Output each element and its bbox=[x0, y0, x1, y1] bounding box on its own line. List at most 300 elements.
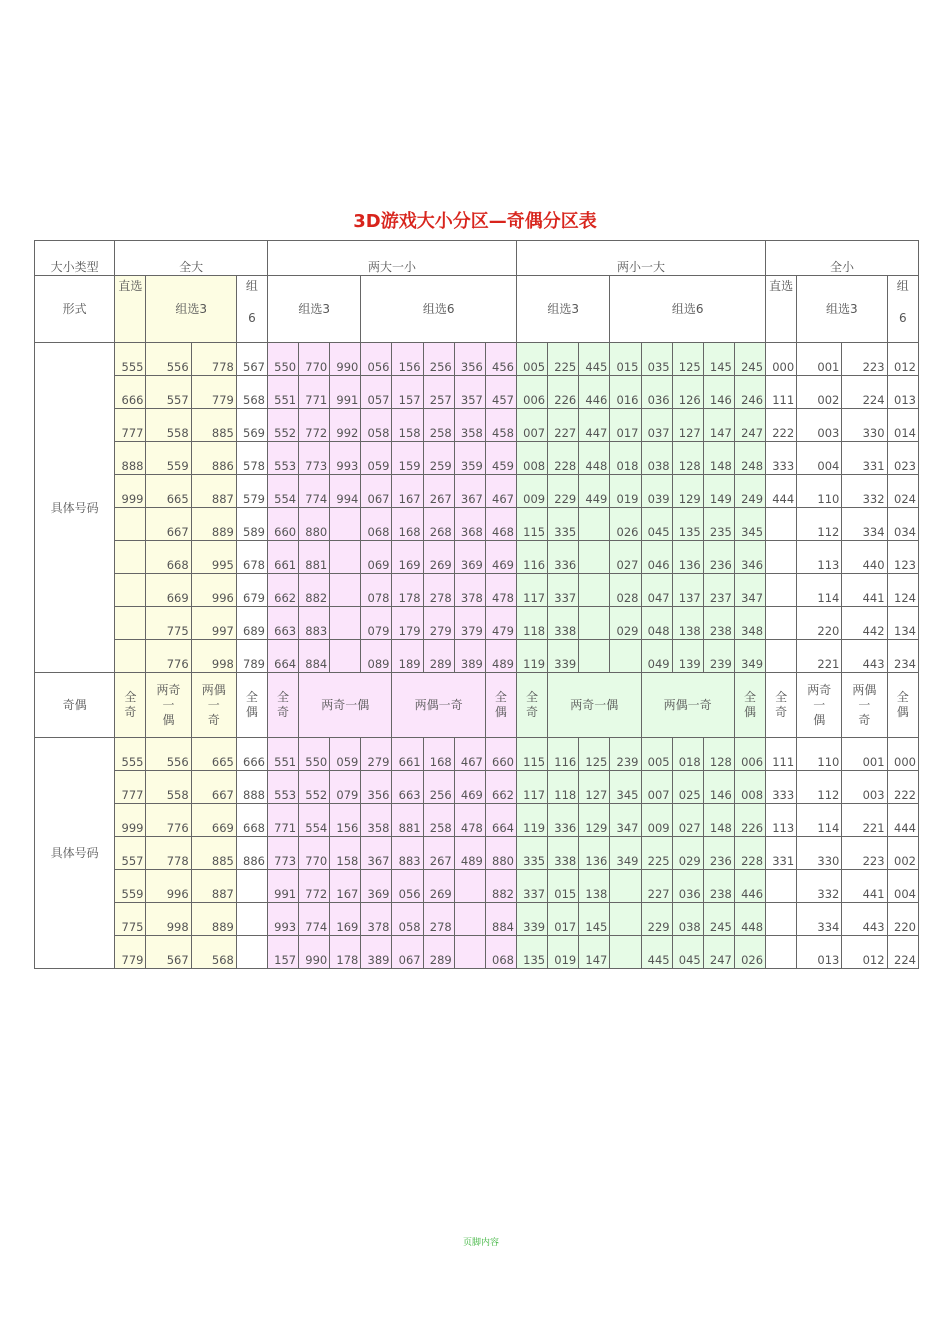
odd-even-header: 全 偶 bbox=[236, 673, 267, 738]
page-title: 3D游戏大小分区—奇偶分区表 bbox=[353, 211, 597, 232]
number-cell: 257 bbox=[423, 376, 454, 409]
number-cell: 157 bbox=[267, 936, 298, 969]
number-cell: 997 bbox=[191, 607, 236, 640]
number-cell: 117 bbox=[517, 771, 548, 804]
number-cell: 157 bbox=[392, 376, 423, 409]
number-cell: 789 bbox=[236, 640, 267, 673]
number-cell: 221 bbox=[797, 640, 842, 673]
form-group6: 组选6 bbox=[361, 276, 517, 343]
number-cell: 118 bbox=[548, 771, 579, 804]
number-cell: 995 bbox=[191, 541, 236, 574]
zone-table bbox=[34, 240, 919, 969]
number-cell bbox=[579, 508, 610, 541]
number-cell: 881 bbox=[392, 804, 423, 837]
number-cell: 554 bbox=[267, 475, 298, 508]
number-cell: 378 bbox=[361, 903, 392, 936]
number-cell: 664 bbox=[485, 804, 516, 837]
number-cell: 279 bbox=[361, 738, 392, 771]
number-cell: 448 bbox=[579, 442, 610, 475]
number-cell: 552 bbox=[267, 409, 298, 442]
detail-label: 具体号码 bbox=[35, 738, 115, 969]
number-cell: 236 bbox=[703, 837, 734, 870]
form-direct: 直选 bbox=[115, 276, 146, 343]
number-cell: 550 bbox=[299, 738, 330, 771]
form-direct: 直选 bbox=[766, 276, 797, 343]
number-cell: 771 bbox=[299, 376, 330, 409]
number-cell: 178 bbox=[330, 936, 361, 969]
number-cell: 016 bbox=[610, 376, 641, 409]
table-row bbox=[35, 508, 919, 541]
number-cell: 027 bbox=[610, 541, 641, 574]
number-cell: 068 bbox=[361, 508, 392, 541]
number-cell: 883 bbox=[392, 837, 423, 870]
number-cell: 002 bbox=[797, 376, 842, 409]
number-cell: 478 bbox=[454, 804, 485, 837]
number-cell: 228 bbox=[734, 837, 765, 870]
number-cell: 268 bbox=[423, 508, 454, 541]
number-cell: 156 bbox=[392, 343, 423, 376]
number-cell: 345 bbox=[734, 508, 765, 541]
number-cell: 239 bbox=[610, 738, 641, 771]
number-cell: 167 bbox=[330, 870, 361, 903]
number-cell: 226 bbox=[734, 804, 765, 837]
number-cell: 112 bbox=[797, 771, 842, 804]
number-cell: 664 bbox=[267, 640, 298, 673]
number-cell: 991 bbox=[267, 870, 298, 903]
number-cell: 778 bbox=[146, 837, 191, 870]
number-cell: 245 bbox=[734, 343, 765, 376]
number-cell: 223 bbox=[842, 343, 887, 376]
number-cell: 489 bbox=[485, 640, 516, 673]
number-cell: 467 bbox=[485, 475, 516, 508]
number-cell: 267 bbox=[423, 475, 454, 508]
number-cell: 998 bbox=[146, 903, 191, 936]
number-cell bbox=[115, 541, 146, 574]
number-cell: 012 bbox=[842, 936, 887, 969]
number-cell: 238 bbox=[703, 870, 734, 903]
number-cell: 338 bbox=[548, 837, 579, 870]
number-cell: 189 bbox=[392, 640, 423, 673]
number-cell: 663 bbox=[267, 607, 298, 640]
number-cell: 227 bbox=[548, 409, 579, 442]
number-cell: 006 bbox=[734, 738, 765, 771]
number-cell: 238 bbox=[703, 607, 734, 640]
number-cell: 007 bbox=[517, 409, 548, 442]
number-cell: 038 bbox=[672, 903, 703, 936]
number-cell: 336 bbox=[548, 804, 579, 837]
number-cell bbox=[766, 607, 797, 640]
number-cell: 337 bbox=[517, 870, 548, 903]
number-cell: 479 bbox=[485, 607, 516, 640]
number-cell: 333 bbox=[766, 771, 797, 804]
table-row bbox=[35, 837, 919, 870]
number-cell: 145 bbox=[579, 903, 610, 936]
number-cell: 008 bbox=[517, 442, 548, 475]
number-cell: 222 bbox=[766, 409, 797, 442]
number-cell: 037 bbox=[641, 409, 672, 442]
number-cell: 358 bbox=[361, 804, 392, 837]
number-cell: 668 bbox=[236, 804, 267, 837]
number-cell bbox=[766, 640, 797, 673]
number-cell: 079 bbox=[361, 607, 392, 640]
number-cell: 444 bbox=[887, 804, 918, 837]
number-cell: 770 bbox=[299, 343, 330, 376]
number-cell: 882 bbox=[299, 574, 330, 607]
number-cell: 000 bbox=[766, 343, 797, 376]
number-cell: 887 bbox=[191, 475, 236, 508]
number-cell: 005 bbox=[517, 343, 548, 376]
number-cell: 226 bbox=[548, 376, 579, 409]
number-cell: 036 bbox=[672, 870, 703, 903]
number-cell: 468 bbox=[485, 508, 516, 541]
number-cell: 110 bbox=[797, 475, 842, 508]
number-cell: 068 bbox=[485, 936, 516, 969]
number-cell: 886 bbox=[191, 442, 236, 475]
number-cell: 779 bbox=[191, 376, 236, 409]
number-cell: 888 bbox=[115, 442, 146, 475]
number-cell: 554 bbox=[299, 804, 330, 837]
number-cell: 111 bbox=[766, 738, 797, 771]
table-row bbox=[35, 343, 919, 376]
number-cell: 332 bbox=[797, 870, 842, 903]
number-cell: 347 bbox=[734, 574, 765, 607]
number-cell: 025 bbox=[672, 771, 703, 804]
number-cell: 569 bbox=[236, 409, 267, 442]
number-cell: 443 bbox=[842, 640, 887, 673]
number-cell: 169 bbox=[330, 903, 361, 936]
number-cell: 125 bbox=[579, 738, 610, 771]
number-cell: 119 bbox=[517, 804, 548, 837]
number-cell: 669 bbox=[146, 574, 191, 607]
number-cell: 145 bbox=[703, 343, 734, 376]
number-cell: 047 bbox=[641, 574, 672, 607]
number-cell: 027 bbox=[672, 804, 703, 837]
number-cell: 229 bbox=[548, 475, 579, 508]
number-cell: 167 bbox=[392, 475, 423, 508]
number-cell: 137 bbox=[672, 574, 703, 607]
category-two-small-one-big: 两小一大 bbox=[517, 241, 766, 276]
number-cell: 168 bbox=[423, 738, 454, 771]
number-cell: 278 bbox=[423, 574, 454, 607]
number-cell: 346 bbox=[734, 541, 765, 574]
number-cell: 555 bbox=[115, 343, 146, 376]
number-cell: 334 bbox=[842, 508, 887, 541]
number-cell: 567 bbox=[146, 936, 191, 969]
number-cell bbox=[454, 903, 485, 936]
number-cell: 368 bbox=[454, 508, 485, 541]
number-cell: 662 bbox=[267, 574, 298, 607]
number-cell bbox=[330, 508, 361, 541]
number-cell: 389 bbox=[454, 640, 485, 673]
number-cell: 349 bbox=[610, 837, 641, 870]
number-cell: 117 bbox=[517, 574, 548, 607]
number-cell: 774 bbox=[299, 903, 330, 936]
table-row bbox=[35, 640, 919, 673]
number-cell: 127 bbox=[579, 771, 610, 804]
number-cell: 990 bbox=[330, 343, 361, 376]
number-cell: 237 bbox=[703, 574, 734, 607]
number-cell: 138 bbox=[672, 607, 703, 640]
number-cell: 441 bbox=[842, 574, 887, 607]
number-cell: 015 bbox=[610, 343, 641, 376]
number-cell: 558 bbox=[146, 771, 191, 804]
number-cell: 024 bbox=[887, 475, 918, 508]
number-cell: 058 bbox=[392, 903, 423, 936]
number-cell bbox=[236, 870, 267, 903]
number-cell: 156 bbox=[330, 804, 361, 837]
number-cell: 458 bbox=[485, 409, 516, 442]
number-cell: 119 bbox=[517, 640, 548, 673]
number-cell: 136 bbox=[672, 541, 703, 574]
number-cell: 348 bbox=[734, 607, 765, 640]
number-cell: 049 bbox=[641, 640, 672, 673]
number-cell: 589 bbox=[236, 508, 267, 541]
number-cell: 013 bbox=[887, 376, 918, 409]
table-row bbox=[35, 376, 919, 409]
number-cell: 996 bbox=[191, 574, 236, 607]
number-cell: 772 bbox=[299, 870, 330, 903]
number-cell: 880 bbox=[299, 508, 330, 541]
number-cell bbox=[330, 574, 361, 607]
number-cell: 489 bbox=[454, 837, 485, 870]
odd-even-header: 两偶一奇 bbox=[641, 673, 734, 738]
number-cell: 771 bbox=[267, 804, 298, 837]
number-cell: 138 bbox=[579, 870, 610, 903]
number-cell bbox=[579, 607, 610, 640]
number-cell: 127 bbox=[672, 409, 703, 442]
number-cell: 112 bbox=[797, 508, 842, 541]
number-cell: 134 bbox=[887, 607, 918, 640]
number-cell: 478 bbox=[485, 574, 516, 607]
table-row bbox=[35, 870, 919, 903]
number-cell: 221 bbox=[842, 804, 887, 837]
number-cell: 079 bbox=[330, 771, 361, 804]
number-cell: 999 bbox=[115, 475, 146, 508]
number-cell bbox=[330, 640, 361, 673]
number-cell: 159 bbox=[392, 442, 423, 475]
category-label: 大小类型 bbox=[35, 241, 115, 276]
number-cell: 136 bbox=[579, 837, 610, 870]
number-cell: 338 bbox=[548, 607, 579, 640]
number-cell bbox=[610, 936, 641, 969]
number-cell: 235 bbox=[703, 508, 734, 541]
number-cell: 999 bbox=[115, 804, 146, 837]
number-cell: 661 bbox=[392, 738, 423, 771]
table-row bbox=[35, 804, 919, 837]
number-cell: 444 bbox=[766, 475, 797, 508]
number-cell: 990 bbox=[299, 936, 330, 969]
odd-even-header: 两偶 一 奇 bbox=[191, 673, 236, 738]
number-cell: 019 bbox=[610, 475, 641, 508]
number-cell: 888 bbox=[236, 771, 267, 804]
number-cell: 883 bbox=[299, 607, 330, 640]
number-cell: 369 bbox=[454, 541, 485, 574]
number-cell: 013 bbox=[797, 936, 842, 969]
table-row bbox=[35, 574, 919, 607]
number-cell: 367 bbox=[454, 475, 485, 508]
number-cell: 775 bbox=[115, 903, 146, 936]
number-cell: 059 bbox=[361, 442, 392, 475]
table-row bbox=[35, 607, 919, 640]
number-cell: 993 bbox=[330, 442, 361, 475]
odd-even-header: 全 奇 bbox=[115, 673, 146, 738]
number-cell: 442 bbox=[842, 607, 887, 640]
number-cell: 776 bbox=[146, 640, 191, 673]
number-cell: 776 bbox=[146, 804, 191, 837]
number-cell: 336 bbox=[548, 541, 579, 574]
number-cell: 777 bbox=[115, 409, 146, 442]
number-cell: 046 bbox=[641, 541, 672, 574]
number-cell: 029 bbox=[610, 607, 641, 640]
form-row bbox=[35, 276, 919, 343]
number-cell: 345 bbox=[610, 771, 641, 804]
number-cell: 559 bbox=[146, 442, 191, 475]
number-cell: 457 bbox=[485, 376, 516, 409]
number-cell: 258 bbox=[423, 804, 454, 837]
number-cell: 882 bbox=[485, 870, 516, 903]
number-cell: 774 bbox=[299, 475, 330, 508]
number-cell: 663 bbox=[392, 771, 423, 804]
number-cell: 446 bbox=[579, 376, 610, 409]
number-cell: 245 bbox=[703, 903, 734, 936]
number-cell: 035 bbox=[641, 343, 672, 376]
odd-even-header: 全 偶 bbox=[887, 673, 918, 738]
number-cell: 139 bbox=[672, 640, 703, 673]
number-cell: 056 bbox=[392, 870, 423, 903]
number-cell: 114 bbox=[797, 574, 842, 607]
number-cell: 889 bbox=[191, 508, 236, 541]
form-group6: 组选6 bbox=[610, 276, 766, 343]
number-cell: 660 bbox=[267, 508, 298, 541]
category-all-small: 全小 bbox=[766, 241, 919, 276]
number-cell: 773 bbox=[267, 837, 298, 870]
number-cell: 279 bbox=[423, 607, 454, 640]
number-cell: 236 bbox=[703, 541, 734, 574]
number-cell: 067 bbox=[361, 475, 392, 508]
number-cell: 256 bbox=[423, 771, 454, 804]
number-cell: 331 bbox=[842, 442, 887, 475]
number-cell: 267 bbox=[423, 837, 454, 870]
category-all-big: 全大 bbox=[115, 241, 268, 276]
number-cell: 028 bbox=[610, 574, 641, 607]
number-cell: 114 bbox=[797, 804, 842, 837]
number-cell: 179 bbox=[392, 607, 423, 640]
number-cell: 330 bbox=[797, 837, 842, 870]
number-cell: 009 bbox=[517, 475, 548, 508]
number-cell bbox=[115, 607, 146, 640]
number-cell: 456 bbox=[485, 343, 516, 376]
number-cell: 078 bbox=[361, 574, 392, 607]
number-cell: 146 bbox=[703, 771, 734, 804]
number-cell: 775 bbox=[146, 607, 191, 640]
number-cell bbox=[579, 541, 610, 574]
number-cell: 003 bbox=[797, 409, 842, 442]
table-row bbox=[35, 541, 919, 574]
number-cell: 559 bbox=[115, 870, 146, 903]
number-cell: 579 bbox=[236, 475, 267, 508]
number-cell: 038 bbox=[641, 442, 672, 475]
number-cell: 239 bbox=[703, 640, 734, 673]
number-cell: 116 bbox=[548, 738, 579, 771]
number-cell: 126 bbox=[672, 376, 703, 409]
number-cell: 660 bbox=[485, 738, 516, 771]
number-cell: 247 bbox=[734, 409, 765, 442]
number-cell: 115 bbox=[517, 738, 548, 771]
number-cell: 996 bbox=[146, 870, 191, 903]
number-cell: 015 bbox=[548, 870, 579, 903]
number-cell: 889 bbox=[191, 903, 236, 936]
number-cell bbox=[236, 936, 267, 969]
number-cell: 034 bbox=[887, 508, 918, 541]
number-cell: 058 bbox=[361, 409, 392, 442]
table-row bbox=[35, 903, 919, 936]
number-cell: 884 bbox=[299, 640, 330, 673]
number-cell: 557 bbox=[115, 837, 146, 870]
number-cell: 247 bbox=[703, 936, 734, 969]
table-row bbox=[35, 409, 919, 442]
number-cell: 014 bbox=[887, 409, 918, 442]
number-cell: 551 bbox=[267, 738, 298, 771]
number-cell bbox=[579, 574, 610, 607]
number-cell: 029 bbox=[672, 837, 703, 870]
number-cell: 128 bbox=[703, 738, 734, 771]
number-cell: 356 bbox=[454, 343, 485, 376]
number-cell: 778 bbox=[191, 343, 236, 376]
odd-even-header: 两偶一奇 bbox=[392, 673, 485, 738]
number-cell bbox=[236, 903, 267, 936]
form-group6: 组 6 bbox=[887, 276, 918, 343]
number-cell bbox=[766, 574, 797, 607]
number-cell bbox=[766, 508, 797, 541]
number-cell: 222 bbox=[887, 771, 918, 804]
number-cell: 448 bbox=[734, 903, 765, 936]
number-cell: 059 bbox=[330, 738, 361, 771]
odd-even-header: 全 偶 bbox=[485, 673, 516, 738]
number-cell: 045 bbox=[641, 508, 672, 541]
number-cell: 009 bbox=[641, 804, 672, 837]
number-cell: 777 bbox=[115, 771, 146, 804]
odd-even-row bbox=[35, 673, 919, 738]
number-cell: 665 bbox=[146, 475, 191, 508]
number-cell: 129 bbox=[579, 804, 610, 837]
number-cell bbox=[610, 870, 641, 903]
table-row bbox=[35, 442, 919, 475]
odd-even-header: 两奇 一 偶 bbox=[146, 673, 191, 738]
number-cell: 056 bbox=[361, 343, 392, 376]
number-cell: 018 bbox=[610, 442, 641, 475]
odd-even-label: 奇偶 bbox=[35, 673, 115, 738]
number-cell bbox=[454, 870, 485, 903]
form-group3: 组选3 bbox=[267, 276, 360, 343]
number-cell: 123 bbox=[887, 541, 918, 574]
number-cell: 269 bbox=[423, 870, 454, 903]
number-cell: 004 bbox=[797, 442, 842, 475]
number-cell: 017 bbox=[548, 903, 579, 936]
odd-even-header: 两偶 一 奇 bbox=[842, 673, 887, 738]
number-cell: 447 bbox=[579, 409, 610, 442]
number-cell: 225 bbox=[641, 837, 672, 870]
odd-even-header: 两奇一偶 bbox=[299, 673, 392, 738]
number-cell: 335 bbox=[548, 508, 579, 541]
number-cell: 026 bbox=[610, 508, 641, 541]
number-cell bbox=[610, 640, 641, 673]
number-cell bbox=[579, 640, 610, 673]
number-cell: 111 bbox=[766, 376, 797, 409]
number-cell: 259 bbox=[423, 442, 454, 475]
number-cell bbox=[115, 640, 146, 673]
form-group3: 组选3 bbox=[797, 276, 887, 343]
number-cell: 001 bbox=[797, 343, 842, 376]
